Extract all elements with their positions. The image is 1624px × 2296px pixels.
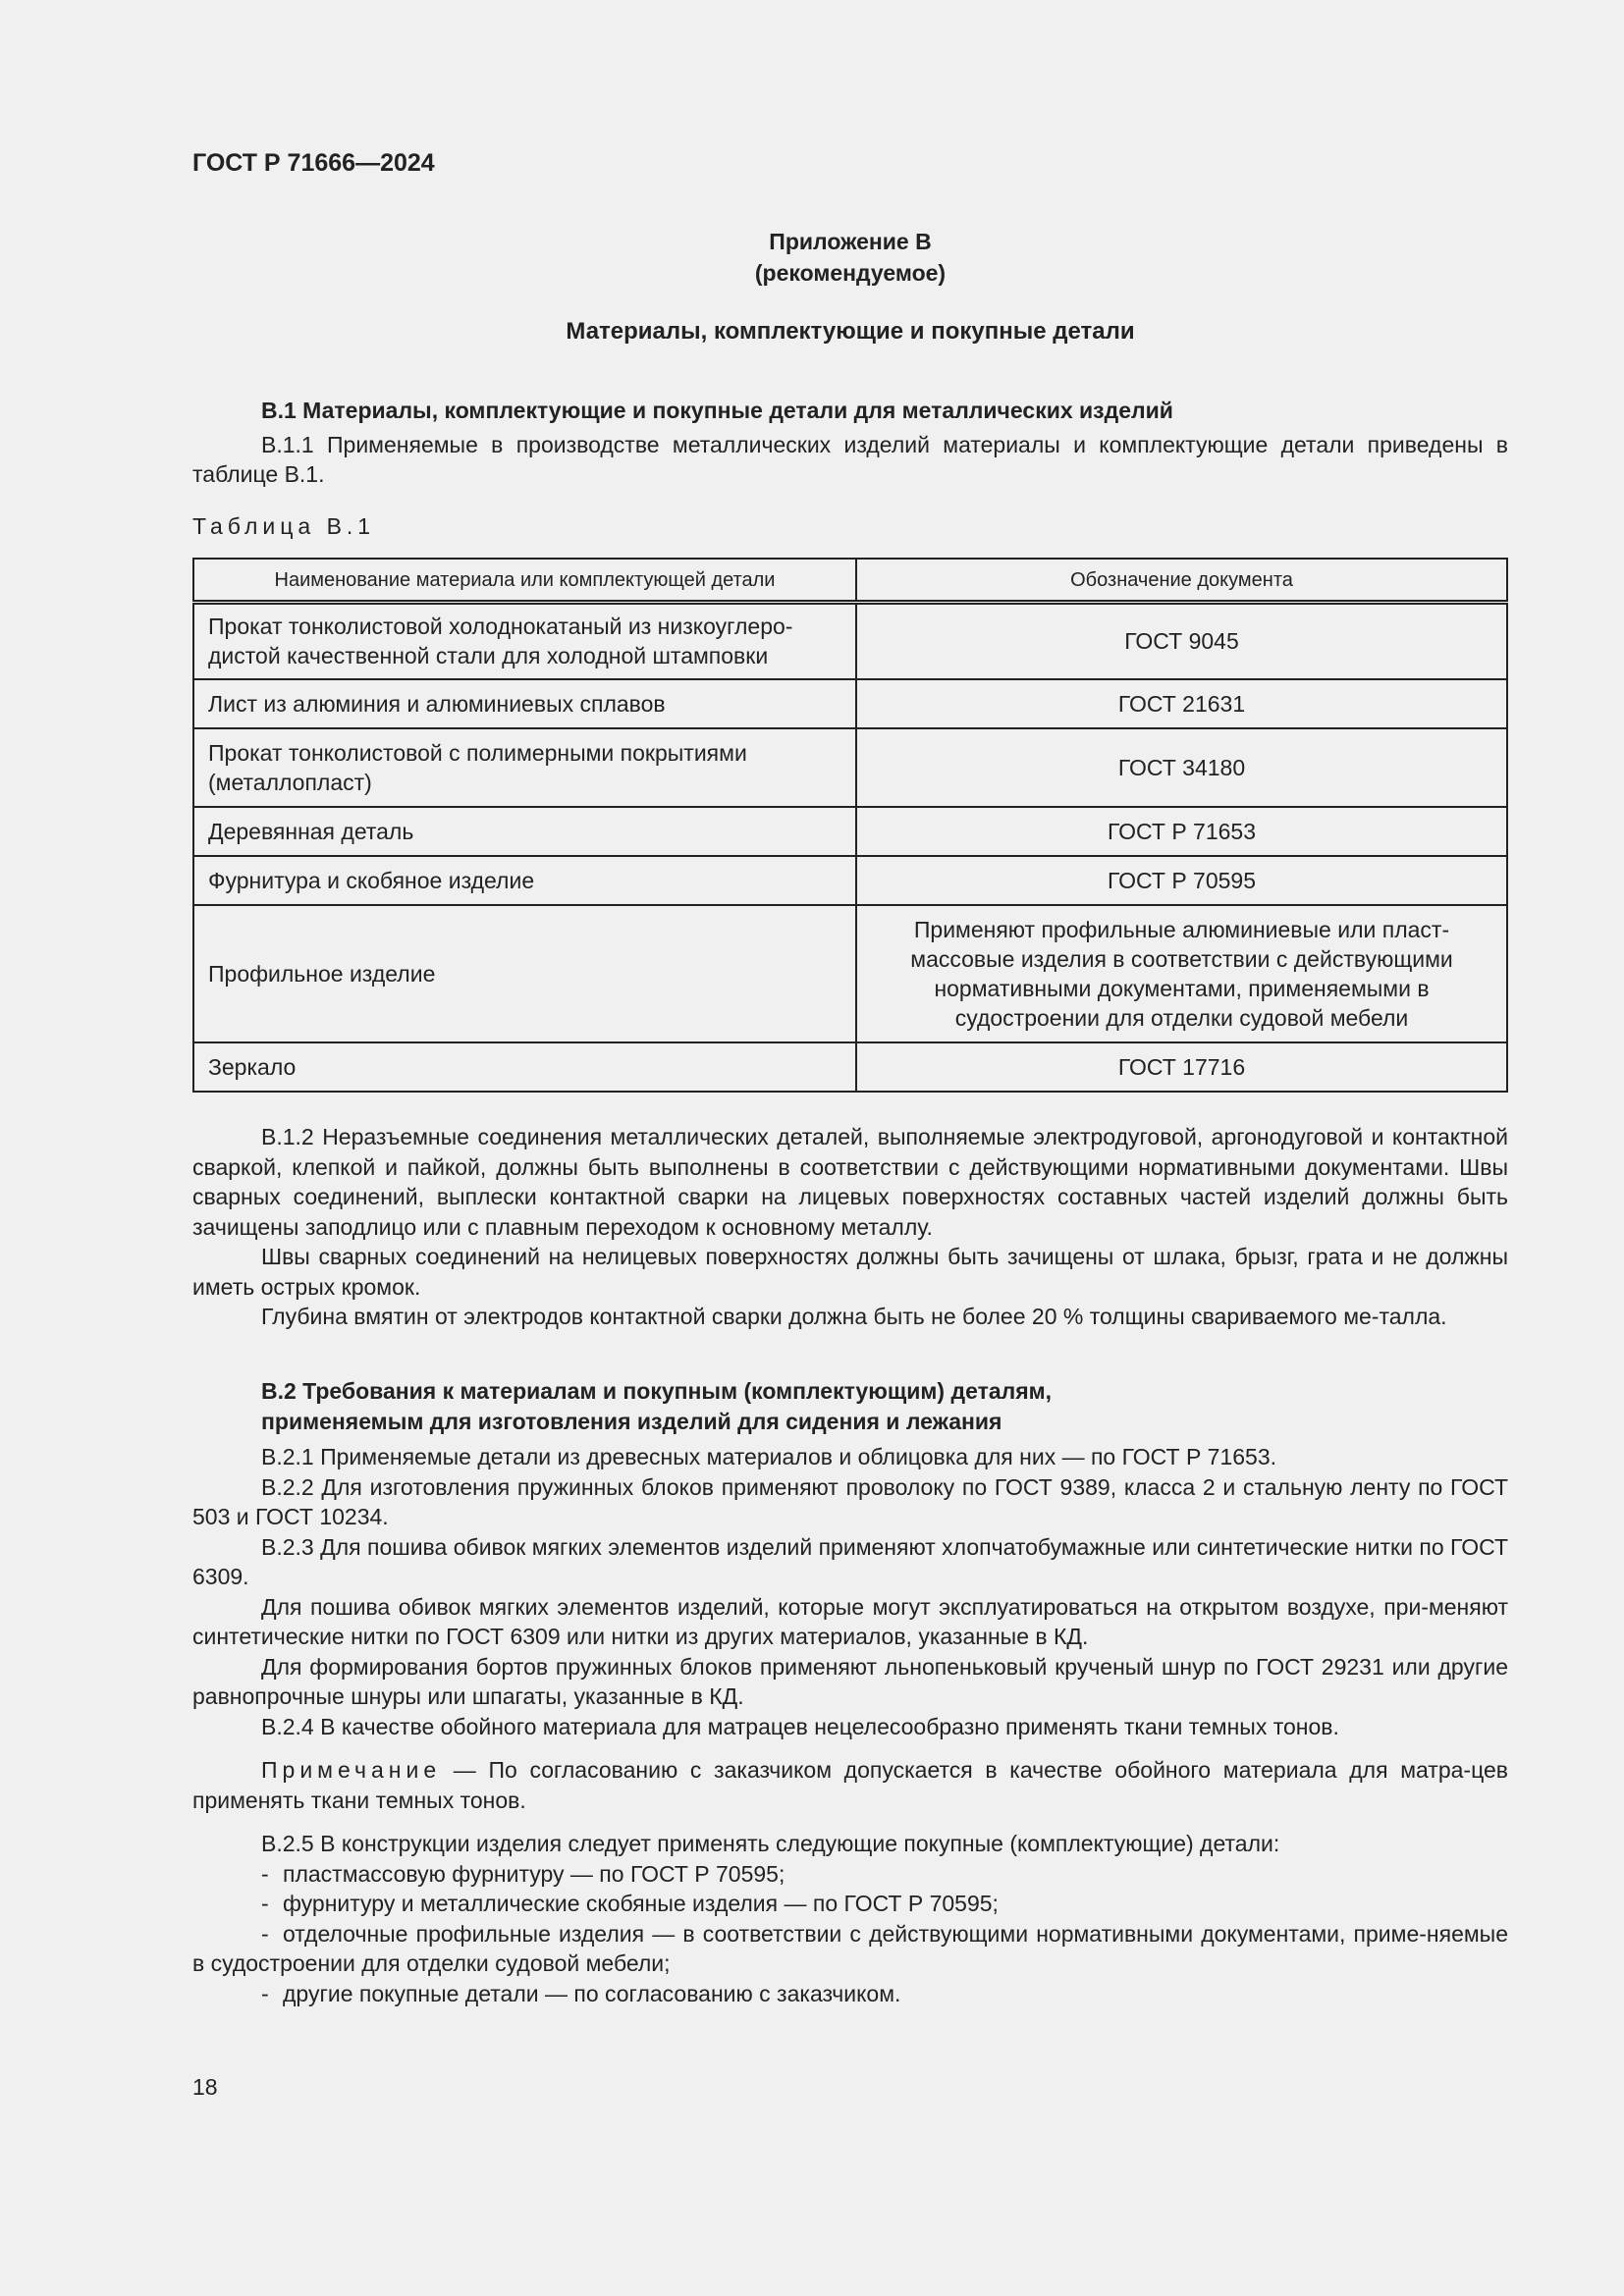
list-marker: -	[261, 1980, 269, 2006]
note-text: — По согласованию с заказчиком допускается в качестве обойного материала для матра-цев применять ткани темных тонов.	[192, 1757, 1508, 1813]
list-marker: -	[261, 1920, 269, 1947]
appendix-heading	[192, 226, 1508, 289]
table-cell-material: Зеркало	[193, 1042, 856, 1092]
table-cell-material: Фурнитура и скобяное изделие	[193, 856, 856, 905]
note-label: Примечание	[261, 1757, 442, 1783]
paragraph-b1-1: В.1.1 Применяемые в производстве металлических изделий материалы и комплектующие детали приведены в таблице В.1.	[192, 431, 1508, 487]
list-item-text: отделочные профильные изделия — в соответствии с действующими нормативными документами, приме-няемые в судостроении для отделки судовой мебели;	[192, 1920, 1508, 1976]
table-cell-document: ГОСТ Р 71653	[856, 807, 1507, 856]
table-cell-material: Деревянная деталь	[193, 807, 856, 856]
table-cell-document: ГОСТ Р 70595	[856, 856, 1507, 905]
section-b2	[192, 1376, 1508, 2008]
table-header-material: Наименование материала или комплектующей детали	[193, 559, 856, 603]
table-row	[193, 856, 1507, 905]
paragraph-b2-3: В.2.3 Для пошива обивок мягких элементов изделий применяют хлопчатобумажные или синтетические нитки по ГОСТ 6309.	[192, 1533, 1508, 1589]
table-cell-material: Прокат тонколистовой с полимерными покрытиями (металлопласт)	[193, 728, 856, 807]
paragraph-b2-1: В.2.1 Применяемые детали из древесных материалов и облицовка для них — по ГОСТ Р 71653.	[261, 1444, 1277, 1469]
table-header-row	[193, 559, 1507, 603]
appendix-title: Приложение В	[769, 229, 932, 254]
paragraph-b2-2: В.2.2 Для изготовления пружинных блоков применяют проволоку по ГОСТ 9389, класса 2 и стальную ленту по ГОСТ 503 и ГОСТ 10234.	[192, 1473, 1508, 1529]
list-item	[192, 1859, 1508, 1890]
list-marker: -	[261, 1860, 269, 1887]
table-row	[193, 1042, 1507, 1092]
section-title: Материалы, комплектующие и покупные детали	[566, 318, 1135, 345]
table-row	[193, 905, 1507, 1042]
section-b2-heading	[192, 1376, 1508, 1436]
paragraph-b1-3: Швы сварных соединений на нелицевых поверхностях должны быть зачищены от шлака, брызг, грата и не должны иметь острых кромок.	[192, 1244, 1508, 1300]
paragraph-b2-7: В.2.5 В конструкции изделия следует применять следующие покупные (комплектующие) детали:	[261, 1831, 1280, 1856]
table-cell-document: ГОСТ 34180	[856, 728, 1507, 807]
table-cell-document: ГОСТ 9045	[856, 603, 1507, 679]
table-caption: Таблица В.1	[192, 512, 376, 539]
materials-table	[192, 558, 1508, 1093]
list-item	[192, 1979, 1508, 2009]
list-item-text: фурнитуру и металлические скобяные изделия — по ГОСТ Р 70595;	[283, 1891, 999, 1916]
table-cell-material: Прокат тонколистовой холоднокатаный из низкоуглеро-дистой качественной стали для холодной штамповки	[193, 603, 856, 679]
section-b2-heading-line2: применяемым для изготовления изделий для сидения и лежания	[261, 1408, 1002, 1434]
table-row	[193, 679, 1507, 728]
section-b1-text	[192, 1122, 1508, 1332]
table-cell-document: ГОСТ 21631	[856, 679, 1507, 728]
section-b2-heading-line1: В.2 Требования к материалам и покупным (комплектующим) деталям,	[261, 1378, 1053, 1404]
table-cell-material: Лист из алюминия и алюминиевых сплавов	[193, 679, 856, 728]
table-header-document: Обозначение документа	[856, 559, 1507, 603]
section-b1-intro	[192, 396, 1508, 541]
paragraph-b2-6: В.2.4 В качестве обойного материала для матрацев нецелесообразно применять ткани темных тонов.	[261, 1713, 1339, 1739]
table-cell-document: Применяют профильные алюминиевые или пласт-массовые изделия в соответствии с действующими нормативными документами, применяемыми в судостроении для отделки судовой мебели	[856, 905, 1507, 1042]
table-cell-document: ГОСТ 17716	[856, 1042, 1507, 1092]
list-item-text: пластмассовую фурнитуру — по ГОСТ Р 70595;	[283, 1860, 785, 1887]
paragraph-b1-4: Глубина вмятин от электродов контактной сварки должна быть не более 20 % толщины свариваемого ме-талла.	[261, 1304, 1447, 1329]
table-row	[193, 603, 1507, 679]
appendix-status: (рекомендуемое)	[754, 260, 947, 286]
standard-code: ГОСТ Р 71666—2024	[192, 149, 435, 177]
paragraph-b2-4: Для пошива обивок мягких элементов изделий, которые могут эксплуатироваться на открытом воздухе, при-меняют синтетические нитки по ГОСТ 6309 или нитки из других материалов, указанные в КД.	[192, 1593, 1508, 1649]
section-b1-heading: В.1 Материалы, комплектующие и покупные детали для металлических изделий	[261, 398, 1173, 423]
paragraph-b2-5: Для формирования бортов пружинных блоков применяют льнопеньковый крученый шнур по ГОСТ 29231 или другие равнопрочные шнуры или шпагаты, указанные в КД.	[192, 1653, 1508, 1709]
list-item	[192, 1889, 1508, 1919]
table-row	[193, 807, 1507, 856]
list-item	[192, 1919, 1508, 1979]
note	[192, 1755, 1508, 1815]
page-number: 18	[192, 2074, 218, 2100]
list-item-text: другие покупные детали — по согласованию с заказчиком.	[283, 1980, 901, 2006]
paragraph-b1-2: В.1.2 Неразъемные соединения металлических деталей, выполняемые электродуговой, аргонодуговой и контактной сваркой, клепкой и пайкой, должны быть выполнены в соответствии с действующими нормативными документами. Швы сварных соединений, выплески контактной сварки на лицевых поверхностях составных частей изделий должны быть зачищены заподлицо или с плавным переходом к основному металлу.	[192, 1124, 1508, 1240]
list-marker: -	[261, 1891, 269, 1916]
table-row	[193, 728, 1507, 807]
table-cell-material: Профильное изделие	[193, 905, 856, 1042]
